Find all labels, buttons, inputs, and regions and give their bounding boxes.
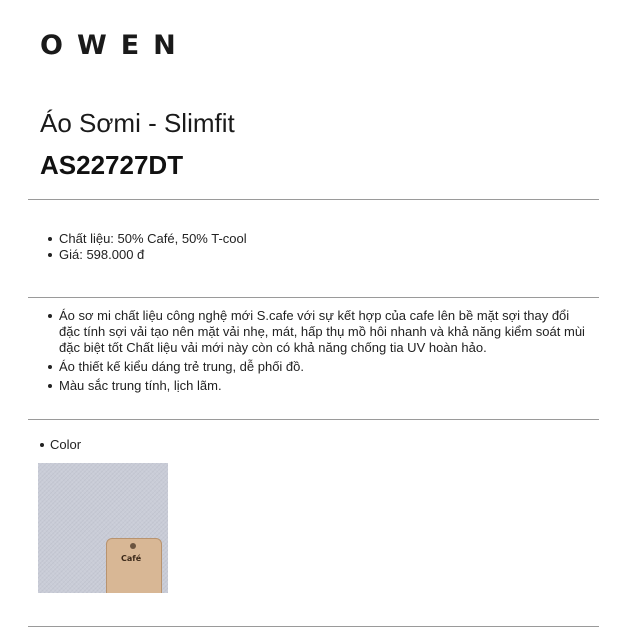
- divider: [28, 626, 599, 627]
- tag-brand-text: Café: [121, 554, 142, 563]
- product-tag-image: [106, 538, 162, 593]
- description-item: Áo sơ mi chất liệu công nghệ mới S.cafe với sự kết hợp của cafe lên bề mặt sợi thay đổi đặc tính sợi vải tạo nên mặt vải nhẹ, mát, hấp thụ mồ hôi nhanh và khả năng kiểm soát mùi đặc biệt tốt Chất liệu vải mới này còn có khả năng chống tia UV hoàn hảo.: [48, 308, 588, 356]
- divider: [28, 199, 599, 200]
- description-item: Áo thiết kế kiểu dáng trẻ trung, dễ phối đồ.: [48, 359, 588, 375]
- product-code: AS22727DT: [40, 150, 184, 180]
- tag-hole: [130, 543, 136, 549]
- product-name: Áo Sơmi - Slimfit: [40, 108, 235, 138]
- spec-price: Giá: 598.000 đ: [48, 247, 247, 263]
- description-item: Màu sắc trung tính, lịch lãm.: [48, 378, 588, 394]
- spec-material: Chất liệu: 50% Café, 50% T-cool: [48, 231, 247, 247]
- description-list: [48, 308, 588, 397]
- divider: [28, 419, 599, 420]
- divider: [28, 297, 599, 298]
- color-swatch-image[interactable]: [38, 463, 168, 593]
- color-label: Color: [40, 437, 81, 452]
- brand-logo: OWEN: [40, 30, 190, 61]
- spec-list: [48, 231, 247, 263]
